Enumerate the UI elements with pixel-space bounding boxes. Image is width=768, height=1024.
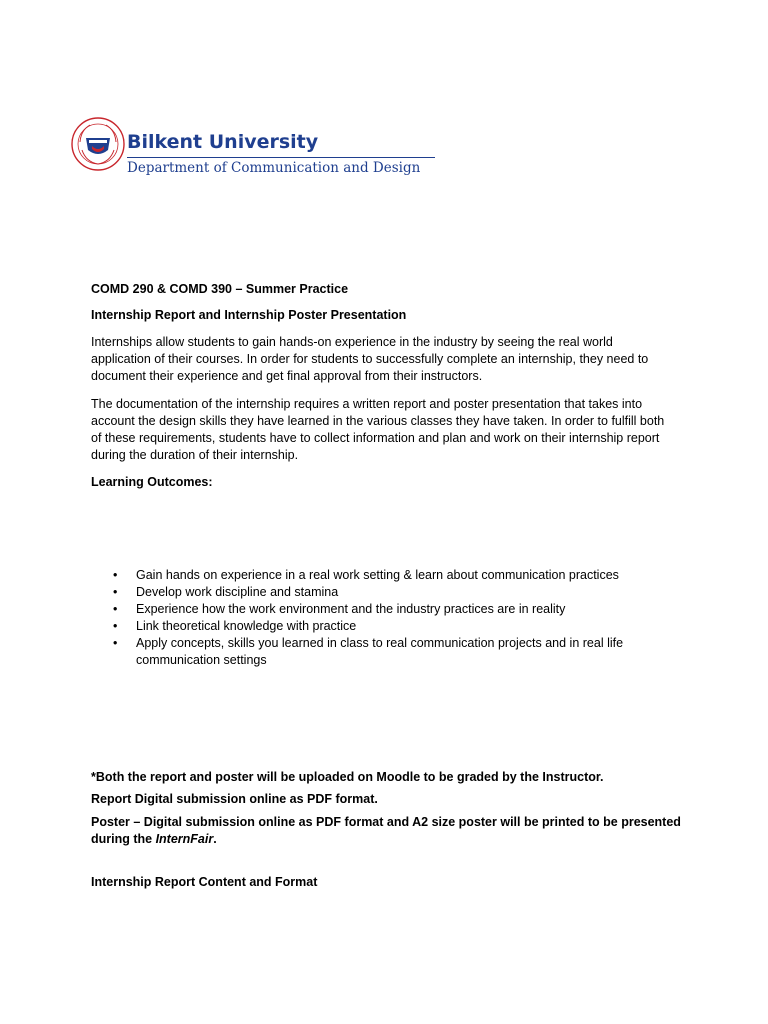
list-item: • Develop work discipline and stamina: [113, 585, 339, 599]
university-seal-logo: [70, 116, 126, 172]
letterhead: [70, 116, 440, 176]
bullet-icon: •: [113, 619, 118, 633]
intro-paragraph: Internships allow students to gain hands-on experience in the industry by seeing the real world application of their courses. In order for students to successfully complete an internship, they need to document their experience and get final approval from their instructors.: [91, 335, 649, 383]
learning-outcomes-list: [113, 567, 673, 669]
content-format-heading: Internship Report Content and Format: [91, 875, 318, 889]
report-submission-note: Report Digital submission online as PDF format.: [91, 792, 378, 806]
bullet-icon: •: [113, 568, 118, 582]
bullet-icon: •: [113, 636, 118, 650]
list-item: • Experience how the work environment and the industry practices are in reality: [113, 602, 566, 616]
list-item: • Apply concepts, skills you learned in class to real communication projects and in real life communication settings: [113, 636, 624, 667]
list-item: • Gain hands on experience in a real work setting & learn about communication practices: [113, 568, 619, 582]
list-item: • Link theoretical knowledge with practice: [113, 619, 357, 633]
report-title: Internship Report and Internship Poster Presentation: [91, 308, 407, 322]
department-name: Department of Communication and Design: [127, 160, 421, 176]
upload-note: *Both the report and poster will be uploaded on Moodle to be graded by the Instructor.: [91, 770, 604, 784]
learning-outcomes-heading: Learning Outcomes:: [91, 475, 213, 489]
poster-submission-note: Poster – Digital submission online as PDF format and A2 size poster will be printed to be presented during the InternFair.: [91, 815, 681, 846]
bullet-icon: •: [113, 585, 118, 599]
letterhead-divider: [127, 157, 435, 158]
bullet-icon: •: [113, 602, 118, 616]
course-title: COMD 290 & COMD 390 – Summer Practice: [91, 282, 349, 296]
internfair-term: InternFair: [155, 832, 214, 846]
university-name: Bilkent University: [127, 131, 319, 153]
documentation-paragraph: The documentation of the internship requires a written report and poster presentation that takes into account the design skills they have learned in the various classes they have taken. In order to fulfill both of these requirements, students have to collect information and plan and work on their internship report during the duration of their internship.: [91, 397, 665, 462]
